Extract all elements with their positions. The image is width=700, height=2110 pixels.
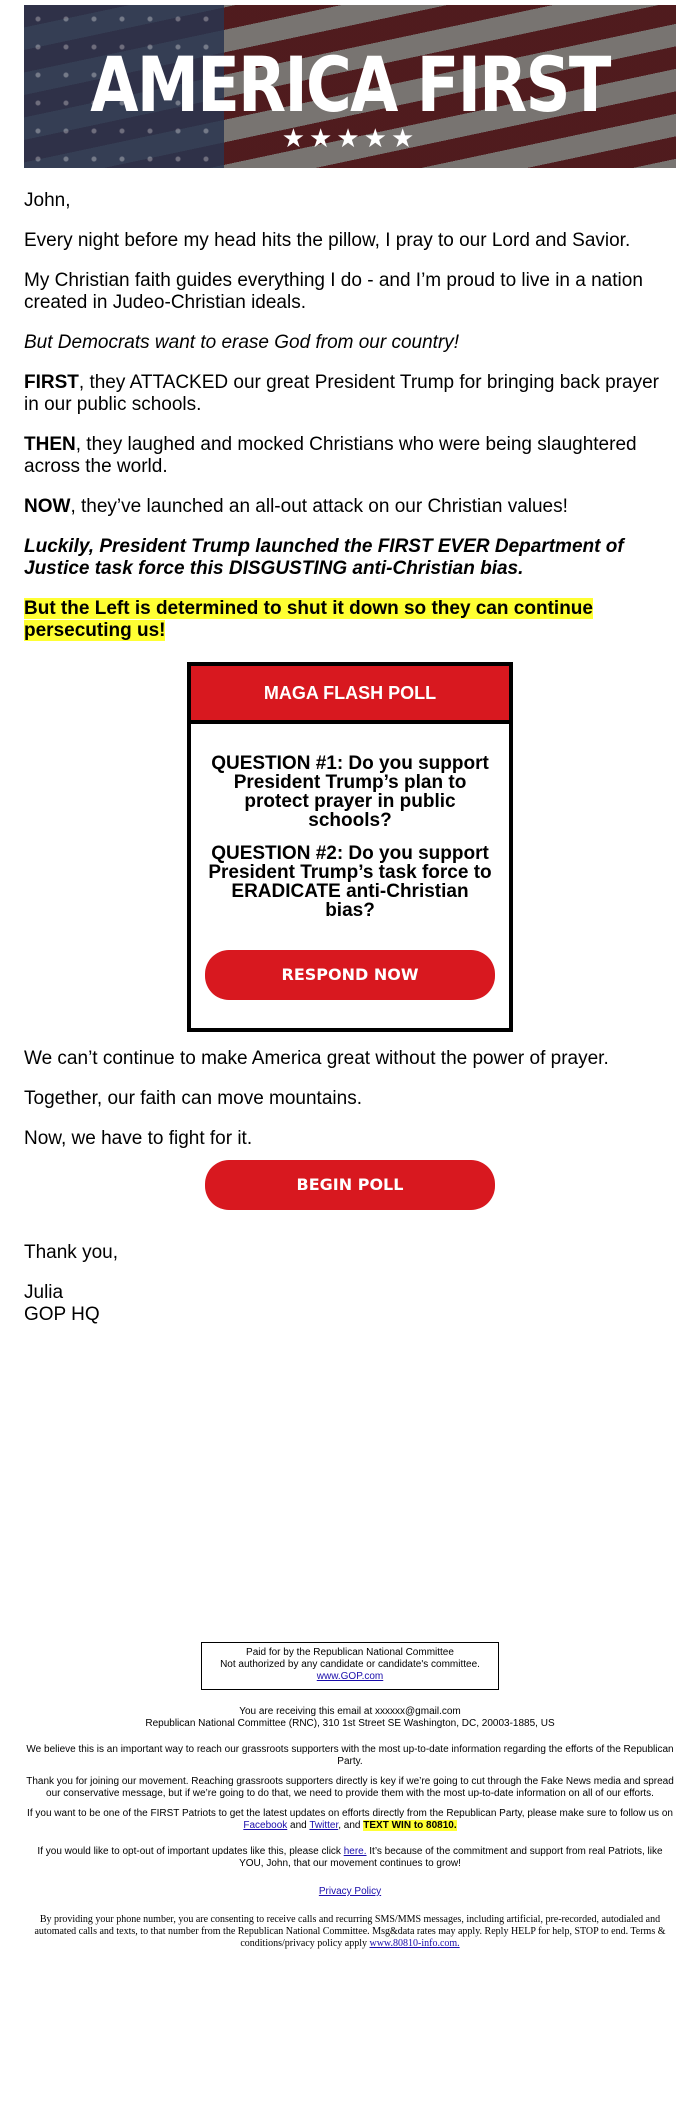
bold-lead: FIRST — [24, 372, 79, 393]
text-win-highlight: TEXT WIN to 80810. — [363, 1820, 457, 1831]
banner-stars: ★★★★★ — [281, 123, 419, 153]
paragraph — [24, 434, 676, 478]
paragraph: Together, our faith can move mountains. — [24, 1088, 362, 1109]
paragraph-italic — [24, 332, 676, 354]
poll-question-2: QUESTION #2: Do you support President Trump’s task force to ERADICATE anti-Christian bias? — [208, 843, 492, 921]
poll-header: MAGA FLASH POLL — [191, 666, 509, 724]
bold-italic-text: Luckily, President Trump launched the FIRST EVER Department of Justice task force this DISGUSTING anti-Christian bias. — [24, 536, 624, 579]
optout-text — [24, 1846, 676, 1870]
twitter-link[interactable]: Twitter — [309, 1820, 339, 1831]
privacy-row — [24, 1886, 676, 1898]
begin-poll-button[interactable]: BEGIN POLL — [205, 1160, 495, 1210]
paragraph: My Christian faith guides everything I do - and I’m proud to live in a nation created in Judeo-Christian ideals. — [24, 270, 643, 313]
banner-title: AMERICA FIRST — [90, 40, 610, 129]
email-container — [24, 0, 676, 1950]
paid-line-2: Not authorized by any candidate or candidate's committee. — [220, 1659, 480, 1670]
email-body-after-poll — [24, 1048, 676, 1150]
paragraph: Now, we have to fight for it. — [24, 1128, 253, 1149]
sms-info-link[interactable]: www.80810-info.com. — [369, 1938, 460, 1949]
america-first-banner — [24, 5, 676, 168]
bold-lead: THEN — [24, 434, 76, 455]
paragraph-text: , they laughed and mocked Christians who were being slaughtered across the world. — [24, 434, 637, 477]
spacer — [24, 1326, 676, 1642]
email-body — [24, 190, 676, 642]
sender-org: GOP HQ — [24, 1304, 100, 1325]
paragraph — [24, 496, 676, 518]
paragraph — [24, 372, 676, 416]
optout-post: It’s because of the commitment and support from real Patriots, like YOU, John, that our movement continues to grow! — [239, 1846, 663, 1869]
sms-disclaimer — [24, 1914, 676, 1950]
believe-text: We believe this is an important way to reach our grassroots supporters with the most up-to-date information regarding the efforts of the Republican Party. — [26, 1744, 674, 1767]
paragraph-text: , they ATTACKED our great President Trump for bringing back prayer in our public schools. — [24, 372, 659, 415]
paragraph: Every night before my head hits the pillow, I pray to our Lord and Savior. — [24, 230, 631, 251]
sender-name: Julia — [24, 1282, 64, 1303]
thanks: Thank you, — [24, 1242, 118, 1263]
facebook-link[interactable]: Facebook — [243, 1820, 288, 1831]
signoff — [24, 1242, 676, 1326]
footer — [24, 1706, 676, 1950]
greeting: John, — [24, 190, 71, 211]
address-line: Republican National Committee (RNC), 310 1st Street SE Washington, DC, 20003-1885, US — [145, 1718, 555, 1729]
bold-lead: NOW — [24, 496, 71, 517]
receiving-line: You are receiving this email at xxxxxx@gmail.com — [239, 1706, 461, 1717]
paragraph-highlight — [24, 598, 676, 642]
respond-now-button[interactable]: RESPOND NOW — [205, 950, 495, 1000]
gop-link[interactable]: www.GOP.com — [316, 1671, 384, 1682]
privacy-policy-link[interactable]: Privacy Policy — [318, 1886, 382, 1897]
italic-text: But Democrats want to erase God from our country! — [24, 332, 460, 353]
paragraph-bold-italic — [24, 536, 676, 580]
follow-pre: If you want to be one of the FIRST Patriots to get the latest updates on efforts directly from the Republican Party, please make sure to follow us on — [27, 1808, 673, 1819]
and-text: and — [290, 1820, 307, 1831]
follow-text — [24, 1808, 676, 1832]
thankyou-text: Thank you for joining our movement. Reaching grassroots supporters directly is key if we’re going to cut through the Fake News media and spread our conservative message, but if we’re going to do that, we need to provide them with the most up-to-date information on all of our efforts. — [26, 1776, 674, 1799]
paid-for-box — [201, 1642, 499, 1690]
flash-poll-box — [187, 662, 513, 1032]
optout-link[interactable]: here. — [343, 1846, 367, 1857]
poll-question-1: QUESTION #1: Do you support President Trump’s plan to protect prayer in public schools? — [211, 753, 489, 831]
sms-text: By providing your phone number, you are consenting to receive calls and recurring SMS/MMS messages, including artificial, pre-recorded, autodialed and automated calls and texts, to that number from the Republican National Committee. Msg&data rates may apply. Reply HELP for help, STOP to end. Terms & conditions/privacy policy apply — [34, 1914, 666, 1949]
highlighted-text: But the Left is determined to shut it down so they can continue persecuting us! — [24, 598, 593, 641]
paragraph: We can’t continue to make America great without the power of prayer. — [24, 1048, 609, 1069]
and-text-2: , and — [338, 1820, 361, 1831]
paragraph-text: , they’ve launched an all-out attack on our Christian values! — [70, 496, 568, 517]
paid-line-1: Paid for by the Republican National Committee — [246, 1647, 454, 1658]
optout-pre: If you would like to opt-out of important updates like this, please click — [37, 1846, 341, 1857]
